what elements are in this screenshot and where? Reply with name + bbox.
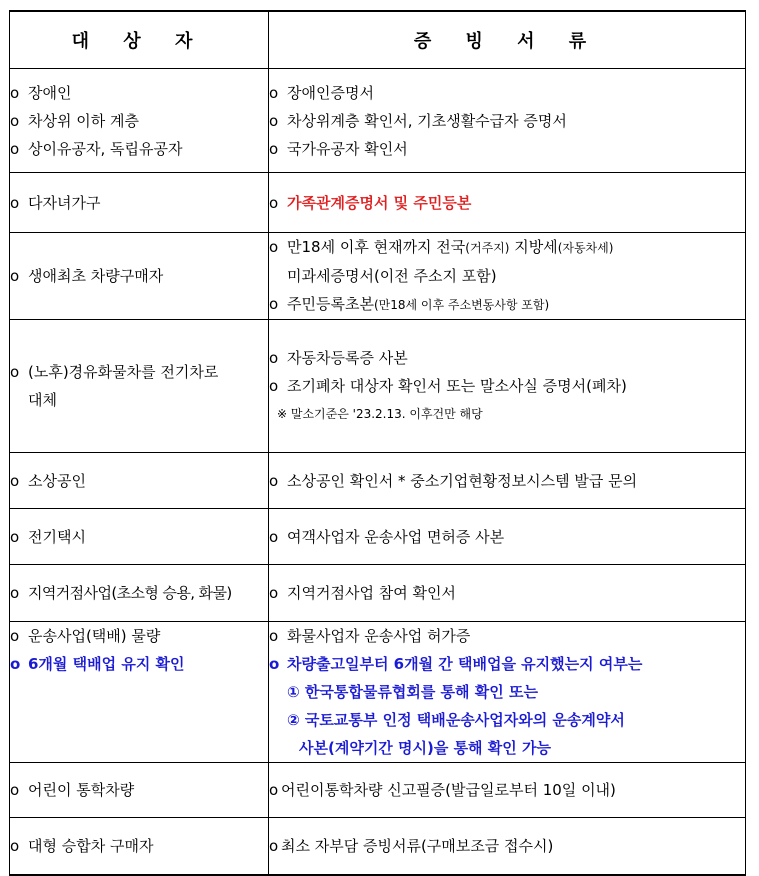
bullet-icon: o <box>269 471 279 490</box>
target-item-continued: 대체 <box>28 391 57 409</box>
document-item-highlight: o 가족관계증명서 및 주민등본 <box>269 189 745 217</box>
document-item: o 장애인증명서 <box>269 79 745 107</box>
bullet-icon: o <box>269 349 279 367</box>
eligibility-table <box>9 10 746 876</box>
target-item: o 장애인 <box>10 79 268 107</box>
target-cell <box>10 818 269 875</box>
target-cell <box>10 320 269 453</box>
document-item: o 주민등록초본(만18세 이후 주소변동사항 포함) <box>269 290 745 319</box>
document-cell <box>269 509 746 565</box>
document-item: o 화물사업자 운송사업 허가증 <box>269 622 745 650</box>
target-item: o 차상위 이하 계층 <box>10 107 268 135</box>
bullet-icon: o <box>269 655 280 673</box>
target-cell <box>10 509 269 565</box>
target-item: o 소상공인 <box>10 467 268 495</box>
document-cell <box>269 69 746 173</box>
document-cell <box>269 453 746 509</box>
target-item: o 지역거점사업(초소형 승용, 화물) <box>10 579 266 607</box>
bullet-icon: o <box>10 781 20 799</box>
document-cell <box>269 233 746 320</box>
table-row <box>10 565 746 622</box>
bullet-icon: o <box>10 139 20 158</box>
document-item: o 국가유공자 확인서 <box>269 135 745 163</box>
target-item: o 어린이 통학차량 <box>10 776 268 804</box>
header-row <box>10 11 746 69</box>
bullet-icon: o <box>10 193 20 212</box>
table-row <box>10 173 746 233</box>
bullet-icon: o <box>269 781 279 799</box>
document-cell <box>269 565 746 622</box>
document-item: o 자동차등록증 사본 <box>269 344 745 372</box>
document-cell <box>269 818 746 875</box>
bullet-icon: o <box>10 363 20 381</box>
target-item: o 다자녀가구 <box>10 189 268 217</box>
bullet-icon: o <box>10 584 19 602</box>
target-item-highlight: o 6개월 택배업 유지 확인 <box>10 650 268 678</box>
document-item-highlight-sub: 사본(계약기간 명시)을 통해 확인 가능 <box>299 739 551 757</box>
bullet-icon: o <box>269 295 279 313</box>
bullet-icon: o <box>10 627 20 645</box>
header-target: 대 상 자 <box>10 11 269 69</box>
document-item: o 차상위계층 확인서, 기초생활수급자 증명서 <box>269 107 745 135</box>
table-row <box>10 763 746 818</box>
document-cell <box>269 622 746 763</box>
target-cell <box>10 622 269 763</box>
target-item: o 대형 승합차 구매자 <box>10 832 268 860</box>
document-item: o 지역거점사업 참여 확인서 <box>269 579 745 607</box>
bullet-icon: o <box>10 471 20 490</box>
target-item: o 운송사업(택배) 물량 <box>10 622 268 650</box>
table-row <box>10 453 746 509</box>
document-item: o 여객사업자 운송사업 면허증 사본 <box>269 523 745 551</box>
document-item: o 어린이통학차량 신고필증(발급일로부터 10일 이내) <box>269 776 745 804</box>
bullet-icon: o <box>10 527 20 546</box>
table-row <box>10 818 746 875</box>
document-cell <box>269 320 746 453</box>
header-documents: 증 빙 서 류 <box>269 11 746 69</box>
target-item: o (노후)경유화물차를 전기차로 <box>10 358 268 386</box>
bullet-icon: o <box>269 627 279 645</box>
bullet-icon: o <box>269 83 279 102</box>
document-cell <box>269 763 746 818</box>
bullet-icon: o <box>269 377 279 395</box>
bullet-icon: o <box>269 193 279 212</box>
table-row <box>10 320 746 453</box>
target-cell <box>10 173 269 233</box>
bullet-icon: o <box>269 836 279 855</box>
bullet-icon: o <box>269 527 279 546</box>
target-cell <box>10 233 269 320</box>
document-item-highlight: o 차량출고일부터 6개월 간 택배업을 유지했는지 여부는 <box>269 650 745 678</box>
document-item: o 최소 자부담 증빙서류(구매보조금 접수시) <box>269 832 745 860</box>
document-item-continued: 미과세증명서(이전 주소지 포함) <box>287 267 497 285</box>
target-cell <box>10 69 269 173</box>
bullet-icon: o <box>10 836 20 855</box>
document-item: o 조기폐차 대상자 확인서 또는 말소사실 증명서(폐차) <box>269 372 745 400</box>
bullet-icon: o <box>10 267 20 285</box>
bullet-icon: o <box>10 111 20 130</box>
document-item: o 소상공인 확인서 * 중소기업현황정보시스템 발급 문의 <box>269 467 745 495</box>
table-row <box>10 233 746 320</box>
document-item: o 만18세 이후 현재까지 전국(거주지) 지방세(자동차세) <box>269 233 745 262</box>
document-cell <box>269 173 746 233</box>
target-cell <box>10 565 269 622</box>
table-row <box>10 622 746 763</box>
bullet-icon: o <box>10 655 21 673</box>
document-item-highlight-sub: ② 국토교통부 인정 택배운송사업자와의 운송계약서 <box>287 711 625 729</box>
table-row <box>10 509 746 565</box>
document-item-highlight-sub: ① 한국통합물류협회를 통해 확인 또는 <box>287 683 538 701</box>
table-row <box>10 69 746 173</box>
bullet-icon: o <box>269 111 279 130</box>
bullet-icon: o <box>269 139 279 158</box>
target-item: o 상이유공자, 독립유공자 <box>10 135 268 163</box>
target-item: o 전기택시 <box>10 523 268 551</box>
target-cell <box>10 763 269 818</box>
target-cell <box>10 453 269 509</box>
document-note: ※ 말소기준은 '23.2.13. 이후건만 해당 <box>277 407 483 421</box>
bullet-icon: o <box>10 83 20 102</box>
bullet-icon: o <box>269 238 279 256</box>
target-item: o 생애최초 차량구매자 <box>10 262 268 290</box>
bullet-icon: o <box>269 584 279 602</box>
